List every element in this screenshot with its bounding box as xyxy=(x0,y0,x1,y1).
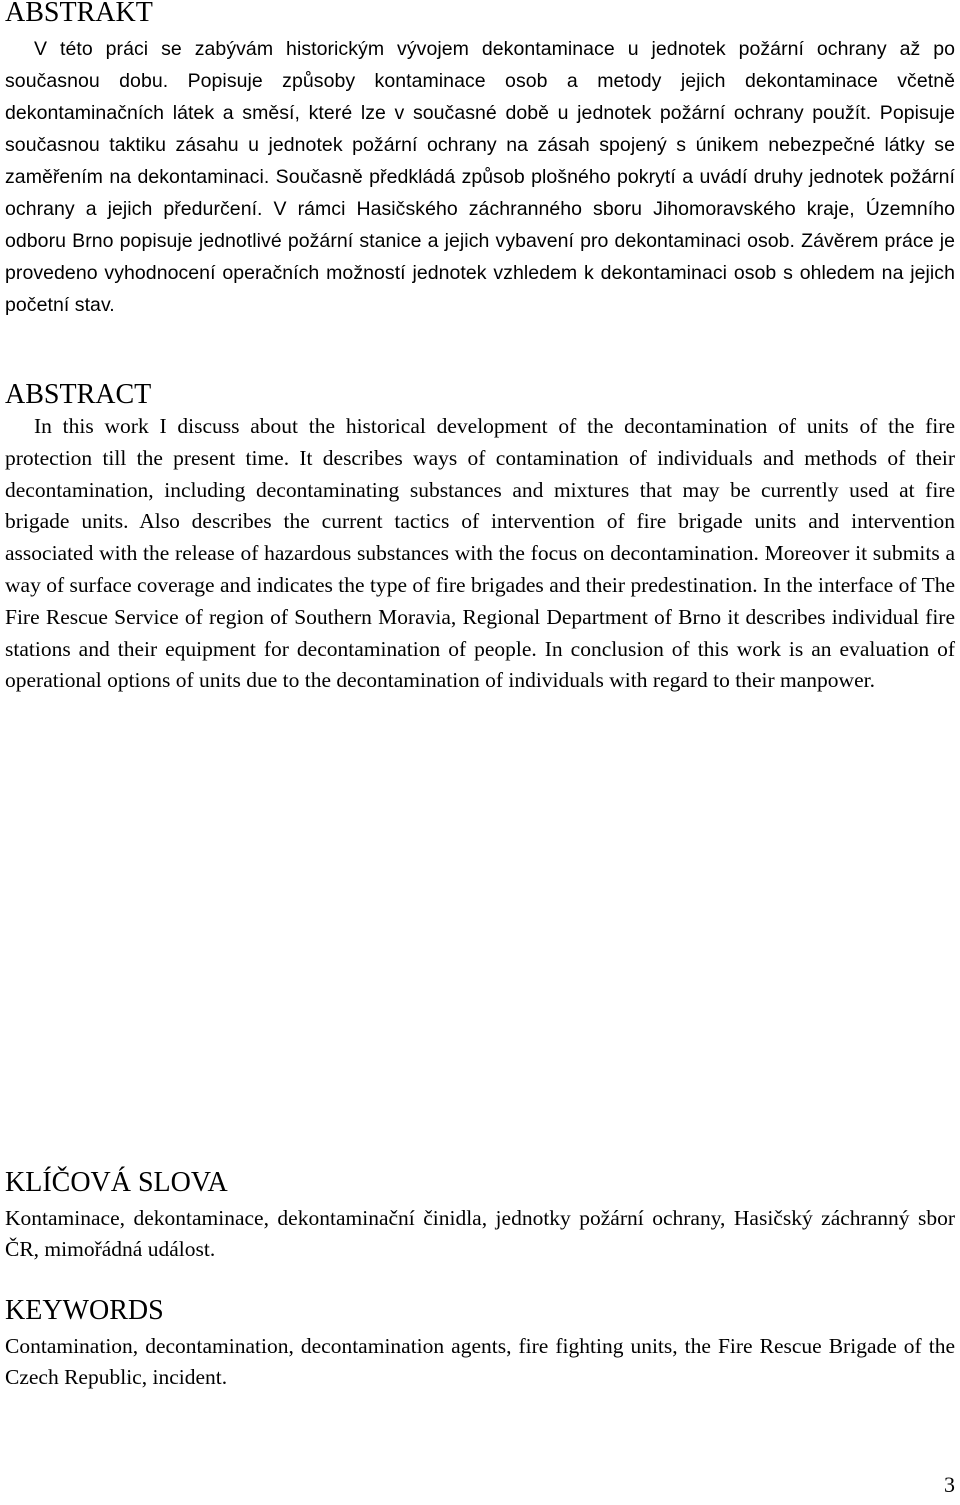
keywords-heading: KEYWORDS xyxy=(5,1295,164,1326)
abstrakt-paragraph: V této práci se zabývám historickým vývojem dekontaminace u jednotek požární ochrany až po současnou dobu. Popisuje způsoby kontaminace osob a metody jejich dekontaminace včetně dekontaminačních látek a směsí, které lze v současné době u jednotek požární ochrany použít. Popisuje současnou taktiku zásahu u jednotek požární ochrany na zásah spojený s únikem nebezpečné látky se zaměřením na dekontaminaci. Současně předkládá způsob plošného pokrytí a uvádí druhy jednotek požární ochrany a jejich předurčení. V rámci Hasičského záchranného sboru Jihomoravského kraje, Územního odboru Brno popisuje jednotlivé požární stanice a jejich vybavení pro dekontaminaci osob. Závěrem práce je provedeno vyhodnocení operačních možností jednotek vzhledem k dekontaminaci osob s ohledem na jejich početní stav. xyxy=(5,38,955,316)
abstract-paragraph: In this work I discuss about the historical development of the decontamination of units of the fire protection till the present time. It describes ways of contamination of individuals and methods of their decontamination, including decontaminating substances and mixtures that may be currently used at fire brigade units. Also describes the current tactics of intervention of fire brigade units and intervention associated with the release of hazardous substances with the focus on decontamination. Moreover it submits a way of surface coverage and indicates the type of fire brigades and their predestination. In the interface of The Fire Rescue Service of region of Southern Moravia, Regional Department of Brno it describes individual fire stations and their equipment for decontamination of people. In conclusion of this work is an evaluation of operational options of units due to the decontamination of individuals with regard to their manpower. xyxy=(5,414,955,693)
abstract-heading: ABSTRACT xyxy=(5,379,152,410)
klicova-slova-paragraph: Kontaminace, dekontaminace, dekontaminační činidla, jednotky požární ochrany, Hasičský záchranný sbor ČR, mimořádná událost. xyxy=(5,1206,955,1261)
keywords-paragraph: Contamination, decontamination, decontamination agents, fire fighting units, the Fire Rescue Brigade of the Czech Republic, incident. xyxy=(5,1334,955,1389)
klicova-slova-heading: KLÍČOVÁ SLOVA xyxy=(5,1167,228,1198)
page-number: 3 xyxy=(944,1472,955,1497)
abstrakt-heading: ABSTRAKT xyxy=(5,0,153,28)
